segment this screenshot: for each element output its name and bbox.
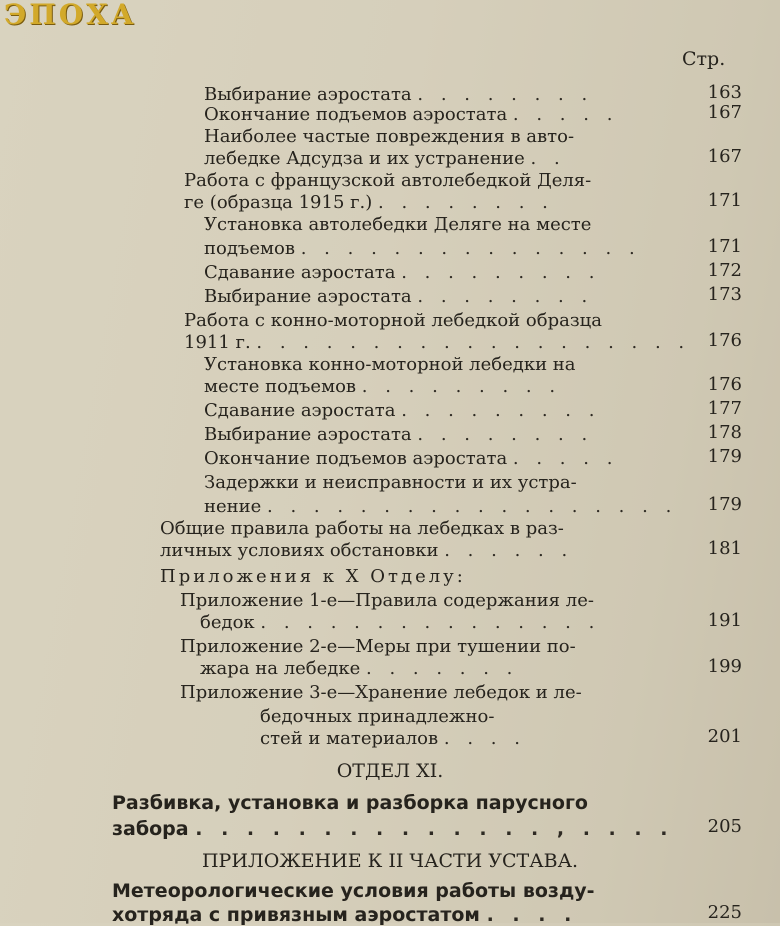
toc-page-number: 179	[707, 494, 742, 515]
toc-entry-text: Установка конно-моторной лебедки на	[204, 354, 576, 375]
toc-entry-text: жара на лебедке	[200, 658, 361, 679]
toc-entry	[204, 214, 591, 236]
appendix-line1: Метеорологические условия работы возду-	[112, 880, 595, 902]
toc-entry	[160, 540, 573, 562]
toc-entry-text: Окончание подъемов аэростата	[204, 104, 508, 125]
toc-entry-text: Приложения к X Отделу:	[160, 566, 466, 587]
leader-dots: . . . . . . . . . . . . . . . . . .	[267, 496, 678, 517]
toc-entry	[160, 566, 466, 588]
page-column-header: Стр.	[682, 48, 726, 70]
toc-entry	[260, 706, 494, 728]
toc-entry-text: Установка автолебедки Деляге на месте	[204, 214, 592, 235]
toc-entry-text: бедок	[200, 612, 255, 633]
toc-entry	[204, 262, 600, 284]
toc-entry-text: Работа с французской автолебедкой Деля-	[184, 170, 592, 191]
toc-entry	[180, 590, 594, 612]
toc-entry-text: месте подъемов	[204, 376, 357, 397]
toc-entry-text: Сдавание аэростата	[204, 400, 396, 421]
toc-page-number: 201	[707, 726, 742, 747]
leader-dots: . . . . . . . .	[417, 84, 594, 105]
toc-entry-text: личных условиях обстановки	[160, 540, 439, 561]
toc-entry	[160, 518, 564, 540]
toc-entry	[204, 448, 618, 470]
toc-entry	[184, 332, 690, 354]
toc-entry-text: Приложение 2-е—Меры при тушении по-	[180, 636, 576, 657]
leader-dots: . . . . . . .	[366, 658, 519, 679]
toc-entry-text: Выбирание аэростата	[204, 424, 412, 445]
toc-entry	[200, 658, 518, 680]
toc-entry-text: нение	[204, 496, 262, 517]
section-xi-page: 205	[707, 816, 742, 837]
toc-entry-text: Приложение 1-е—Правила содержания ле-	[180, 590, 594, 611]
toc-entry	[204, 84, 593, 106]
toc-entry-text: Работа с конно-моторной лебедкой образца	[184, 310, 602, 331]
leader-dots: . . . .	[443, 728, 526, 749]
leader-dots: . . . . . . . .	[417, 286, 594, 307]
toc-entry-text: 1911 г.	[184, 332, 251, 353]
toc-page-number: 167	[707, 146, 742, 167]
toc-entry-text: бедочных принадлежно-	[260, 706, 495, 727]
toc-entry-text: Выбирание аэростата	[204, 84, 412, 105]
toc-entry	[204, 104, 618, 126]
toc-page-number: 163	[707, 82, 742, 103]
section-xi-heading: ОТДЕЛ XI.	[336, 760, 444, 782]
appendix-heading: ПРИЛОЖЕНИЕ К II ЧАСТИ УСТАВА.	[201, 850, 579, 872]
toc-page-number: 181	[707, 538, 742, 559]
toc-entry	[204, 126, 574, 148]
toc-entry	[204, 400, 600, 422]
toc-entry-text: стей и материалов	[260, 728, 439, 749]
toc-page-number: 178	[707, 422, 742, 443]
toc-page-number: 176	[707, 330, 742, 351]
section-xi-line2: забора . . . . . . . . . . . . . . , . . . .	[112, 818, 674, 840]
toc-entry-text: лебедке Адсудза и их устранение	[204, 148, 525, 169]
toc-page-number: 171	[707, 190, 742, 211]
toc-page-number: 171	[707, 236, 742, 257]
toc-entry	[200, 612, 600, 634]
toc-entry-text: Сдавание аэростата	[204, 262, 396, 283]
toc-entry	[204, 496, 677, 518]
toc-page-number: 177	[707, 398, 742, 419]
toc-entry	[184, 170, 591, 192]
toc-entry-text: Задержки и неисправности и их устра-	[204, 472, 577, 493]
toc-entry	[260, 728, 526, 750]
toc-entry-text: Общие правила работы на лебедках в раз-	[160, 518, 564, 539]
toc-entry	[204, 286, 593, 308]
toc-entry-text: Выбирание аэростата	[204, 286, 412, 307]
toc-page-number: 191	[707, 610, 742, 631]
leader-dots: . . . . . .	[444, 540, 574, 561]
toc-page-number: 172	[707, 260, 742, 281]
toc-entry	[180, 682, 582, 704]
toc-entry-text: Приложение 3-е—Хранение лебедок и ле-	[180, 682, 582, 703]
leader-dots: . . . . . . . .	[417, 424, 594, 445]
toc-entry	[204, 424, 593, 446]
toc-page-number: 167	[707, 102, 742, 123]
leader-dots: . . . . .	[512, 448, 619, 469]
toc-entry	[204, 148, 566, 170]
appendix-page: 225	[707, 902, 742, 923]
toc-page-number: 176	[707, 374, 742, 395]
toc-entry-text: Окончание подъемов аэростата	[204, 448, 508, 469]
toc-entry	[184, 192, 554, 214]
appendix-line2: хотряда с привязным аэростатом . . . .	[112, 904, 578, 926]
section-xi-line1: Разбивка, установка и разборка парусного	[112, 792, 588, 814]
toc-entry	[204, 472, 577, 494]
leader-dots: . . . . . . . .	[378, 192, 554, 213]
toc-page-number: 173	[707, 284, 742, 305]
leader-dots: . . . . . . . . . . . . . . .	[260, 612, 601, 633]
toc-entry	[204, 354, 576, 376]
leader-dots: . . . . . . . . . . . . . . . . . . .	[256, 332, 691, 353]
watermark-logo: ЭПОХА	[4, 0, 137, 31]
toc-page-number: 179	[707, 446, 742, 467]
leader-dots: . . . . . . . . .	[401, 400, 601, 421]
leader-dots: . . . . . . . . . . . . . . .	[300, 238, 641, 259]
toc-entry-text: ге (образца 1915 г.)	[184, 192, 373, 213]
leader-dots: . . . . . . . . .	[361, 376, 562, 397]
toc-entry	[180, 636, 576, 658]
leader-dots: . . . . . . . . .	[401, 262, 601, 283]
toc-entry-text: подъемов	[204, 238, 295, 259]
toc-entry	[204, 376, 561, 398]
leader-dots: . . . . .	[512, 104, 619, 125]
leader-dots: . .	[530, 148, 566, 169]
toc-entry-text: Наиболее частые повреждения в авто-	[204, 126, 575, 147]
toc-entry	[184, 310, 602, 332]
toc-page-number: 199	[707, 656, 742, 677]
toc-entry	[204, 238, 641, 260]
